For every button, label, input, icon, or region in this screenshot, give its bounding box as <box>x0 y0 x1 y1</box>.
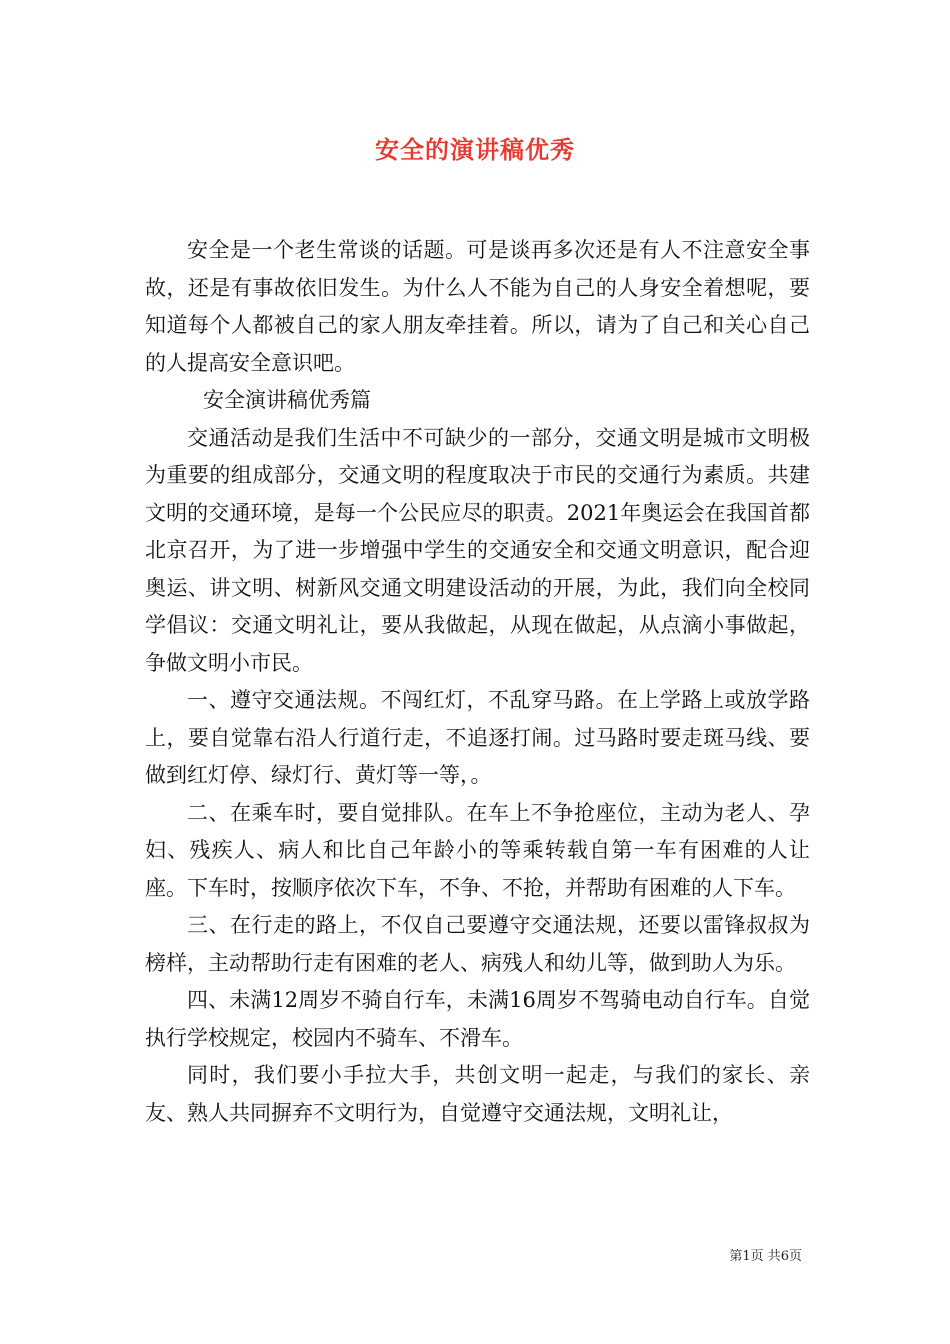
paragraph-item-3: 三、在行走的路上，不仅自己要遵守交通法规，还要以雷锋叔叔为榜样，主动帮助行走有困难的老人、病残人和幼儿等，做到助人为乐。 <box>145 913 810 975</box>
paragraph-traffic: 交通活动是我们生活中不可缺少的一部分，交通文明是城市文明极为重要的组成部分，交通文明的程度取决于市民的交通行为素质。共建文明的交通环境，是每一个公民应尽的职责。2021年奥运会在我国首都北京召开，为了进一步增强中学生的交通安全和交通文明意识，配合迎奥运、讲文明、树新风交通文明建设活动的开展，为此，我们向全校同学倡议：交通文明礼让，要从我做起，从现在做起，从点滴小事做起，争做文明小市民。 <box>145 425 810 675</box>
intro-paragraph: 安全是一个老生常谈的话题。可是谈再多次还是有人不注意安全事故，还是有事故依旧发生。为什么人不能为自己的人身安全着想呢，要知道每个人都被自己的家人朋友牵挂着。所以，请为了自己和关心自己的人提高安全意识吧。 <box>145 238 810 375</box>
page-indicator: 第1页 共6页 <box>729 1249 802 1264</box>
paragraph-closing: 同时，我们要小手拉大手，共创文明一起走，与我们的家长、亲友、熟人共同摒弃不文明行为，自觉遵守交通法规，文明礼让， <box>145 1063 810 1125</box>
paragraph-item-1: 一、遵守交通法规。不闯红灯，不乱穿马路。在上学路上或放学路上，要自觉靠右沿人行道行走，不追逐打闹。过马路时要走斑马线、要做到红灯停、绿灯行、黄灯等一等，。 <box>145 688 810 787</box>
document-body <box>145 232 810 1132</box>
document-title: 安全的演讲稿优秀 <box>375 135 575 164</box>
paragraph-item-4: 四、未满12周岁不骑自行车，未满16周岁不驾骑电动自行车。自觉执行学校规定，校园内不骑车、不滑车。 <box>145 988 810 1050</box>
paragraph-item-2: 二、在乘车时，要自觉排队。在车上不争抢座位，主动为老人、孕妇、残疾人、病人和比自己年龄小的等乘转载自第一车有困难的人让座。下车时，按顺序依次下车，不争、不抢，并帮助有困难的人下车。 <box>145 800 810 900</box>
section-heading: 安全演讲稿优秀篇 <box>203 388 371 412</box>
